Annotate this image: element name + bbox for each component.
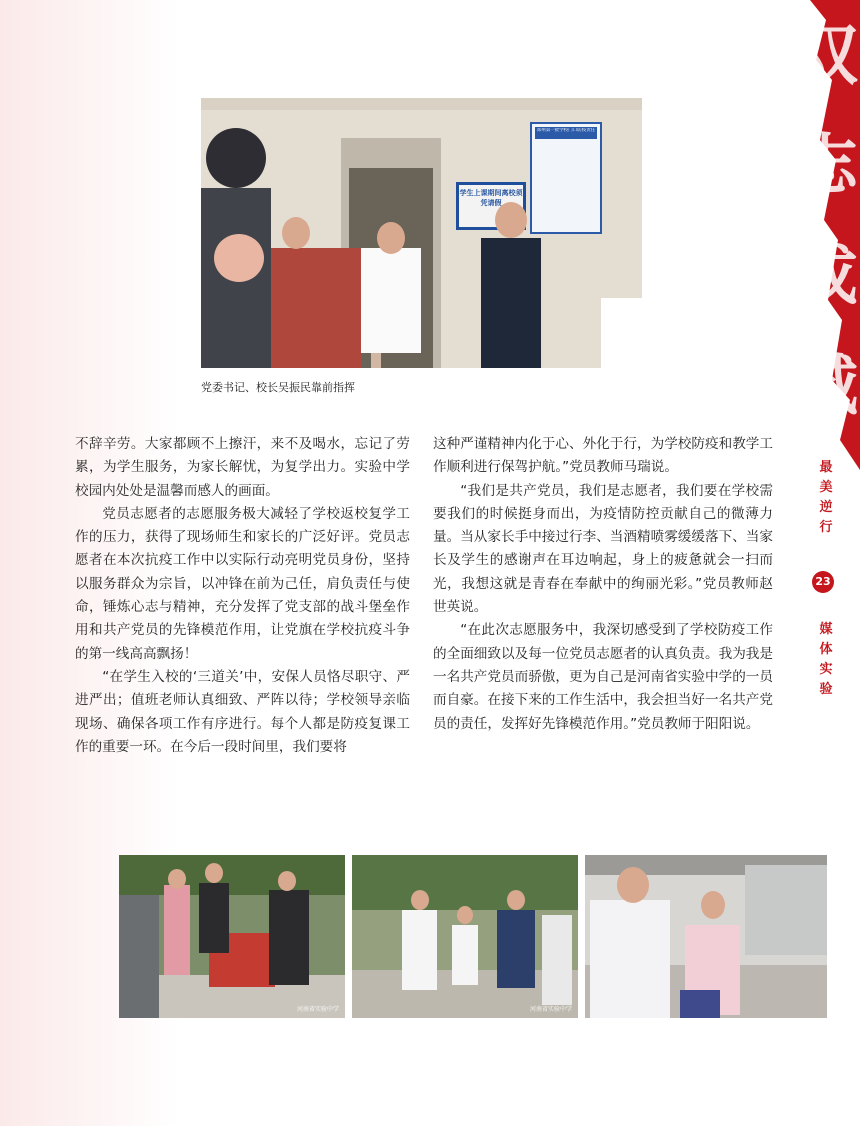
bottom-photo-3 bbox=[585, 855, 827, 1018]
bottom-photo-1 bbox=[119, 855, 345, 1018]
bottom-photo-2 bbox=[352, 855, 578, 1018]
article-column-left bbox=[75, 433, 410, 759]
paragraph: “在学生入校的‘三道关’中，安保人员恪尽职守、严进严出；值班老师认真细致、严阵以待；学校领导亲临现场、确保各项工作有序进行。每个人都是防疫复课工作的重要一环。在今后一段时间里，我们要将 bbox=[75, 668, 410, 755]
photo-caption: 党委书记、校长吴振民靠前指挥 bbox=[201, 381, 355, 394]
paragraph: “我们是共产党员，我们是志愿者，我们要在学校需要我们的时候挺身而出，为疫情防控贡献自己的微薄力量。当从家长手中接过行李、当酒精喷雾缓缓落下、当家长及学生的感谢声在耳边响起，身上的疲惫就会一扫而光，我想这就是青春在奉献中的绚丽光彩。”党员教师赵世英说。 bbox=[433, 482, 773, 616]
paragraph: “在此次志愿服务中，我深切感受到了学校防疫工作的全面细致以及每一位党员志愿者的认真负责。我为我是一名共产党员而骄傲，更为自己是河南省实验中学的一员而自豪。在接下来的工作生活中，我会担当好一名共产党员的责任，发挥好先锋模范作用。”党员教师于阳阳说。 bbox=[433, 622, 773, 732]
paragraph: 这种严谨精神内化于心、外化于行，为学校防疫和教学工作顺利进行保驾护航。”党员教师马瑞说。 bbox=[433, 436, 773, 476]
article-column-right bbox=[433, 433, 773, 736]
sidebar-title: 最 美 逆 行 bbox=[819, 460, 833, 535]
notice-sign-text: 学生上课期间离校须凭请假 bbox=[459, 189, 523, 207]
section-banner bbox=[780, 0, 860, 470]
paragraph: 党员志愿者的志愿服务极大减轻了学校返校复学工作的压力，获得了现场师生和家长的广泛好评。党员志愿者在本次抗疫工作中以实际行动亮明党员身份，坚持以服务群众为宗旨，以冲锋在前为己任，肩负责任与使命，锤炼心志与精神，充分发挥了党支部的战斗堡垒作用和共产党员的先锋模范作用，让党旗在学校抗疫斗争的第一线高高飘扬！ bbox=[75, 505, 410, 662]
sidebar-section: 媒 体 实 验 bbox=[819, 622, 833, 697]
page-number: 23 bbox=[812, 571, 834, 593]
paragraph: 不辞辛劳。大家都顾不上擦汗，来不及喝水，忘记了劳累，为学生服务，为家长解忧，为复学出力。实验中学校园内处处是温馨而感人的画面。 bbox=[75, 436, 410, 499]
banner-text: 双志成城 bbox=[792, 16, 858, 424]
photo-watermark: 河南省实验中学 bbox=[529, 1006, 572, 1013]
poster-title: 郑州第一批学校门口防疫责任 bbox=[536, 128, 596, 133]
photo-watermark: 河南省实验中学 bbox=[296, 1006, 339, 1013]
top-photo bbox=[201, 98, 642, 368]
